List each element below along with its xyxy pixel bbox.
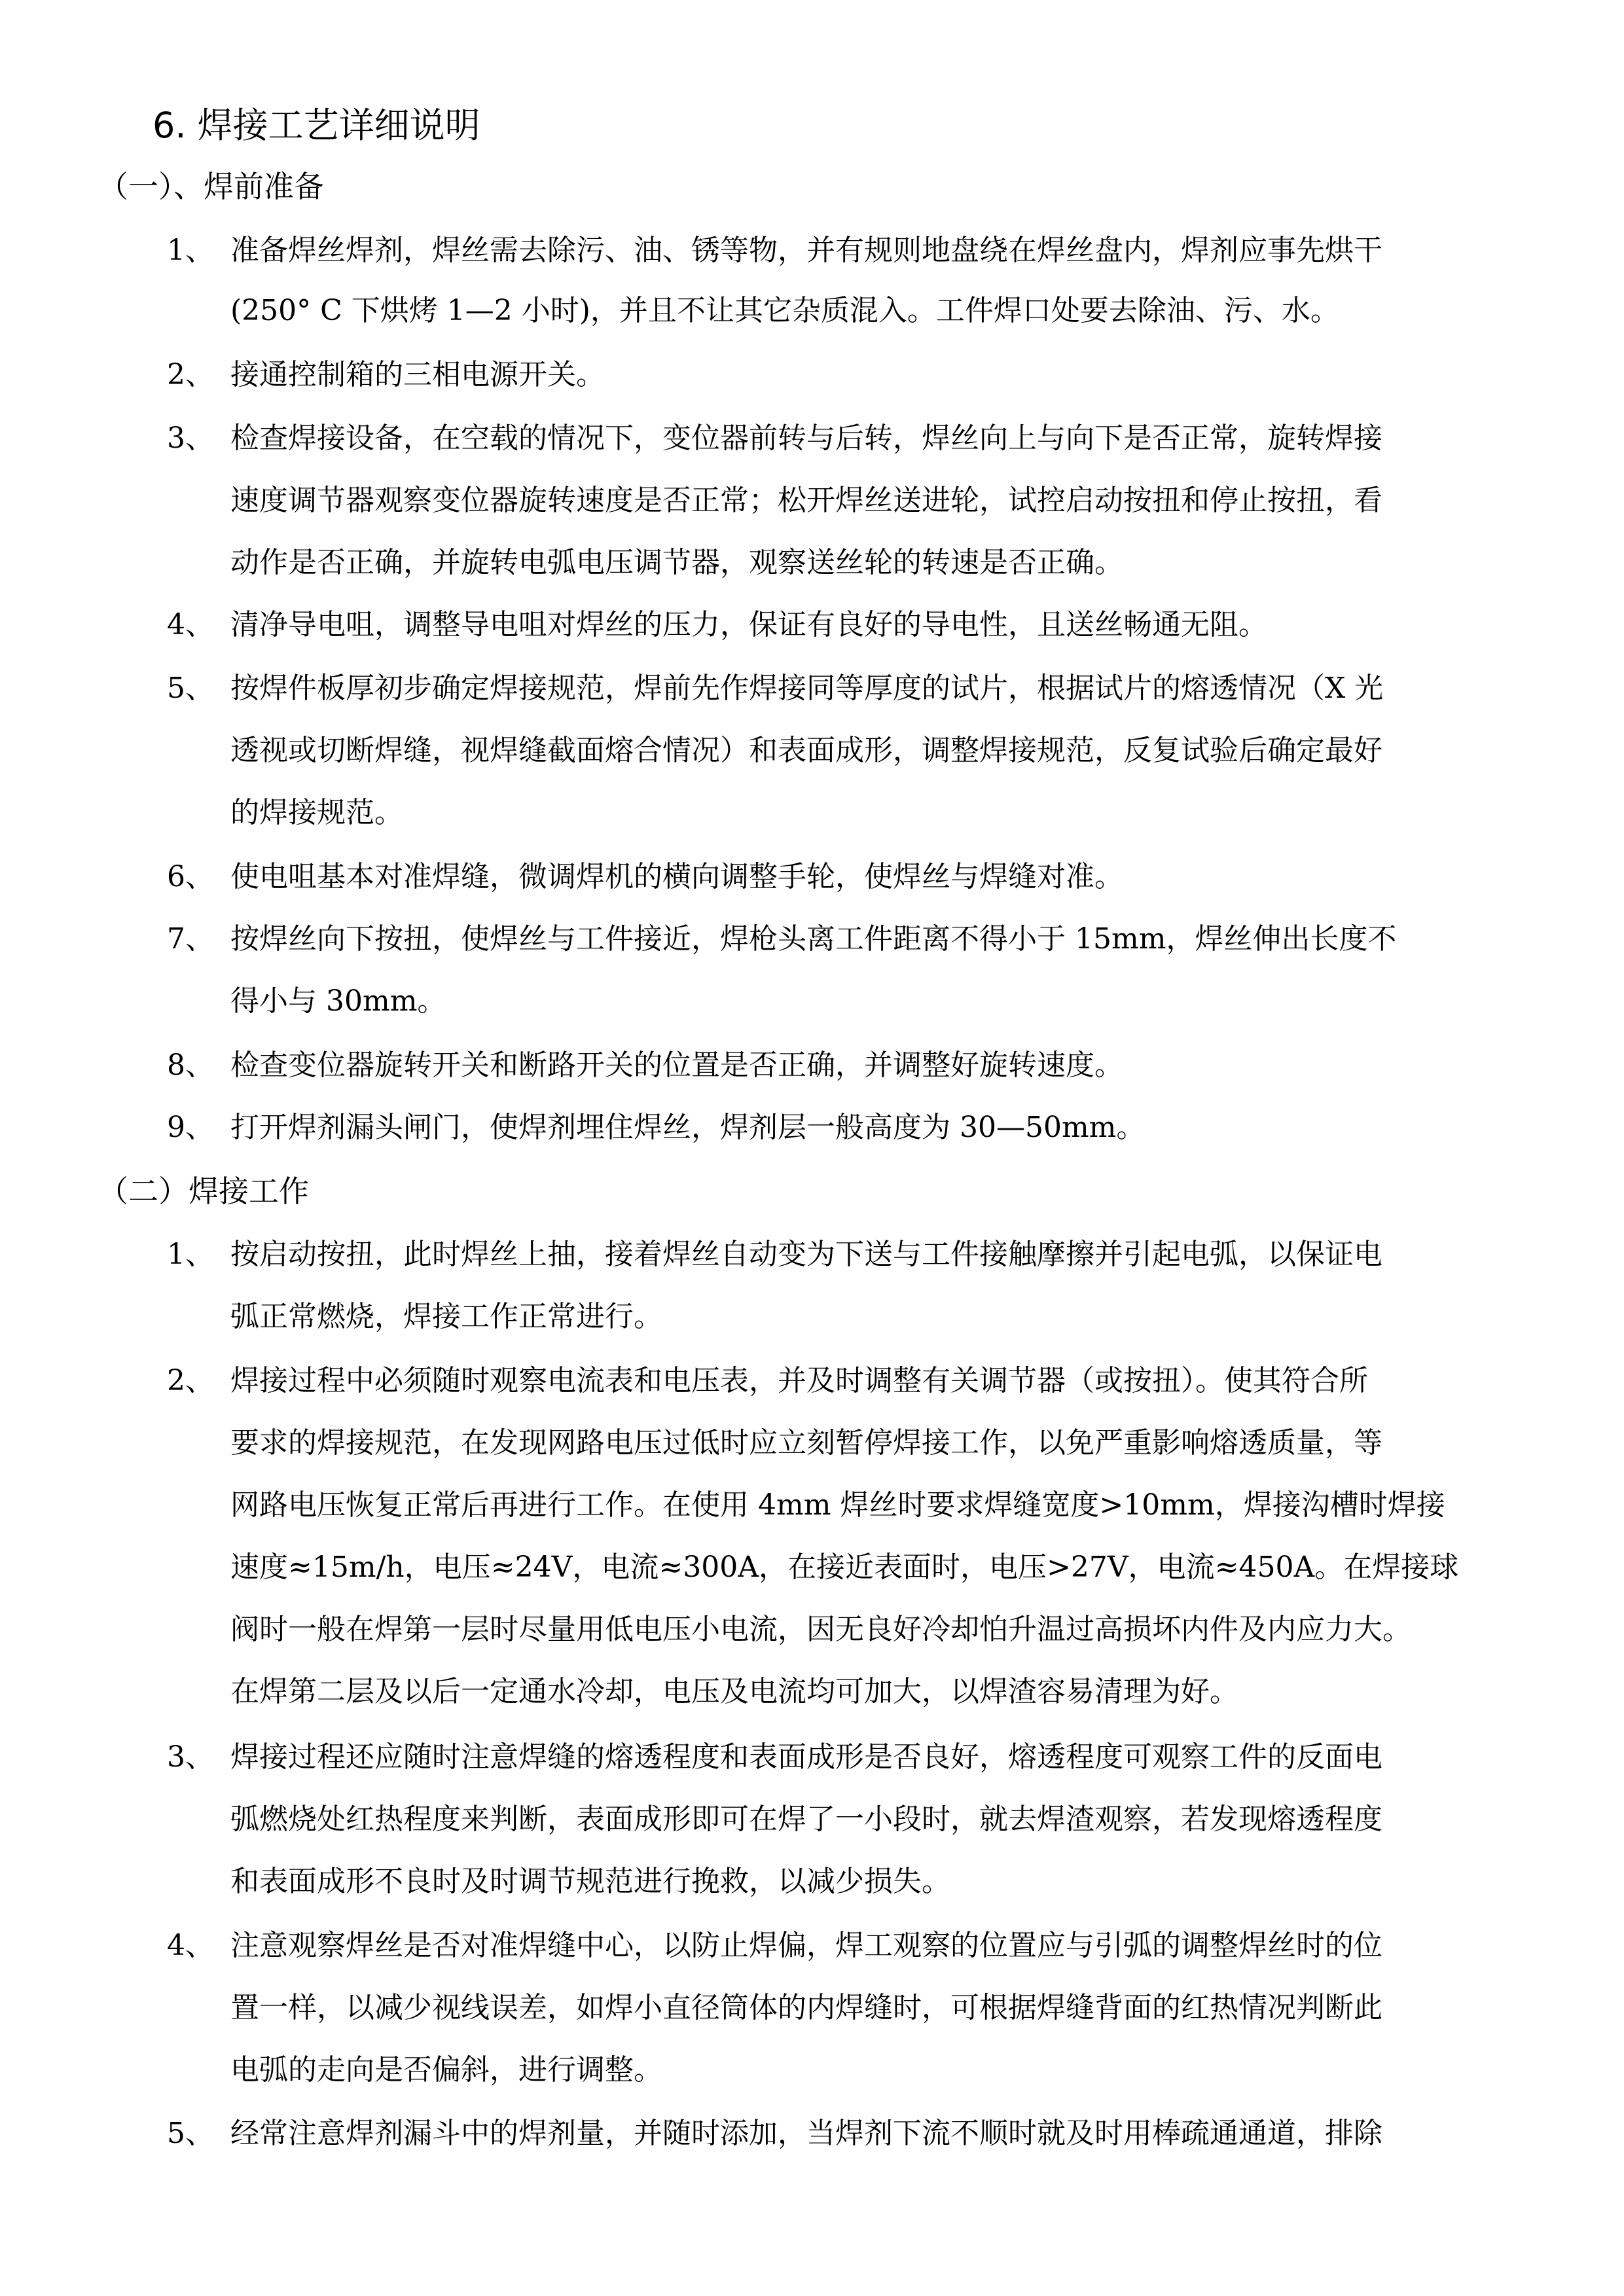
item-number: 2、 — [167, 1364, 214, 1397]
paragraph-line: (250° C 下烘烤 1—2 小时)，并且不让其它杂质混入。工件焊口处要去除油、污、水。 — [230, 294, 1339, 327]
paragraph-line: 打开焊剂漏头闸门，使焊剂埋住焊丝，焊剂层一般高度为 30—50mm。 — [230, 1111, 1146, 1144]
item-number: 4、 — [167, 608, 214, 641]
paragraph-line: 清净导电咀，调整导电咀对焊丝的压力，保证有良好的导电性，且送丝畅通无阻。 — [230, 608, 1267, 641]
paragraph-line: 要求的焊接规范，在发现网路电压过低时应立刻暂停焊接工作，以免严重影响熔透质量，等 — [230, 1426, 1382, 1460]
paragraph-line: 速度≈15m/h，电压≈24V，电流≈300A，在接近表面时，电压>27V，电流≈450A。在焊接球 — [230, 1551, 1459, 1584]
item-number: 9、 — [167, 1111, 214, 1144]
paragraph-line: 弧正常燃烧，焊接工作正常进行。 — [230, 1300, 662, 1333]
item-number: 8、 — [167, 1049, 214, 1082]
item-number: 4、 — [167, 1929, 214, 1962]
paragraph-line: 置一样，以减少视线误差，如焊小直径筒体的内焊缝时，可根据焊缝背面的红热情况判断此 — [230, 1991, 1382, 2024]
paragraph-line: 按启动按扭，此时焊丝上抽，接着焊丝自动变为下送与工件接触摩擦并引起电弧，以保证电 — [230, 1238, 1382, 1271]
paragraph-line: 使电咀基本对准焊缝，微调焊机的横向调整手轮，使焊丝与焊缝对准。 — [230, 860, 1123, 893]
paragraph-line: 网路电压恢复正常后再进行工作。在使用 4mm 焊丝时要求焊缝宽度>10mm，焊接沟槽时焊接 — [230, 1488, 1445, 1522]
section-heading-welding: （二）焊接工作 — [98, 1174, 309, 1209]
paragraph-line: 和表面成形不良时及时调节规范进行挽救，以减少损失。 — [230, 1865, 950, 1898]
paragraph-line: 透视或切断焊缝，视焊缝截面熔合情况）和表面成形，调整焊接规范，反复试验后确定最好 — [230, 734, 1382, 767]
paragraph-line: 得小与 30mm。 — [230, 984, 446, 1018]
item-number: 3、 — [167, 422, 214, 455]
paragraph-line: 阀时一般在焊第一层时尽量用低电压小电流，因无良好冷却怕升温过高损坏内件及内应力大。 — [230, 1613, 1411, 1646]
paragraph-line: 检查变位器旋转开关和断路开关的位置是否正确，并调整好旋转速度。 — [230, 1049, 1123, 1082]
paragraph-line: 注意观察焊丝是否对准焊缝中心，以防止焊偏，焊工观察的位置应与引弧的调整焊丝时的位 — [230, 1929, 1382, 1962]
paragraph-line: 焊接过程中必须随时观察电流表和电压表，并及时调整有关调节器（或按扭）。使其符合所 — [230, 1364, 1368, 1397]
paragraph-line: 接通控制箱的三相电源开关。 — [230, 358, 605, 391]
item-number: 7、 — [167, 922, 214, 956]
page-title: 6. 焊接工艺详细说明 — [153, 105, 480, 146]
section-heading-prep: （一）、焊前准备 — [98, 169, 324, 204]
item-number: 3、 — [167, 1740, 214, 1774]
paragraph-line: 电弧的走向是否偏斜，进行调整。 — [230, 2053, 662, 2087]
paragraph-line: 准备焊丝焊剂，焊丝需去除污、油、锈等物，并有规则地盘绕在焊丝盘内，焊剂应事先烘干 — [230, 234, 1382, 267]
item-number: 2、 — [167, 358, 214, 391]
paragraph-line: 弧燃烧处红热程度来判断，表面成形即可在焊了一小段时，就去焊渣观察，若发现熔透程度 — [230, 1803, 1382, 1836]
item-number: 6、 — [167, 860, 214, 893]
item-number: 5、 — [167, 2117, 214, 2150]
paragraph-line: 的焊接规范。 — [230, 796, 403, 829]
paragraph-line: 速度调节器观察变位器旋转速度是否正常；松开焊丝送进轮，试控启动按扭和停止按扭，看 — [230, 484, 1382, 517]
paragraph-line: 焊接过程还应随时注意焊缝的熔透程度和表面成形是否良好，熔透程度可观察工件的反面电 — [230, 1740, 1382, 1774]
paragraph-line: 动作是否正确，并旋转电弧电压调节器，观察送丝轮的转速是否正确。 — [230, 546, 1123, 579]
paragraph-line: 按焊件板厚初步确定焊接规范，焊前先作焊接同等厚度的试片，根据试片的熔透情况（X 光 — [230, 672, 1384, 705]
item-number: 1、 — [167, 1238, 214, 1271]
item-number: 1、 — [167, 234, 214, 267]
paragraph-line: 检查焊接设备，在空载的情况下，变位器前转与后转，焊丝向上与向下是否正常，旋转焊接 — [230, 422, 1382, 455]
paragraph-line: 经常注意焊剂漏斗中的焊剂量，并随时添加，当焊剂下流不顺时就及时用棒疏通通道，排除 — [230, 2117, 1382, 2150]
paragraph-line: 按焊丝向下按扭，使焊丝与工件接近，焊枪头离工件距离不得小于 15mm，焊丝伸出长度不 — [230, 922, 1397, 956]
paragraph-line: 在焊第二层及以后一定通水冷却，电压及电流均可加大，以焊渣容易清理为好。 — [230, 1675, 1238, 1708]
item-number: 5、 — [167, 672, 214, 705]
